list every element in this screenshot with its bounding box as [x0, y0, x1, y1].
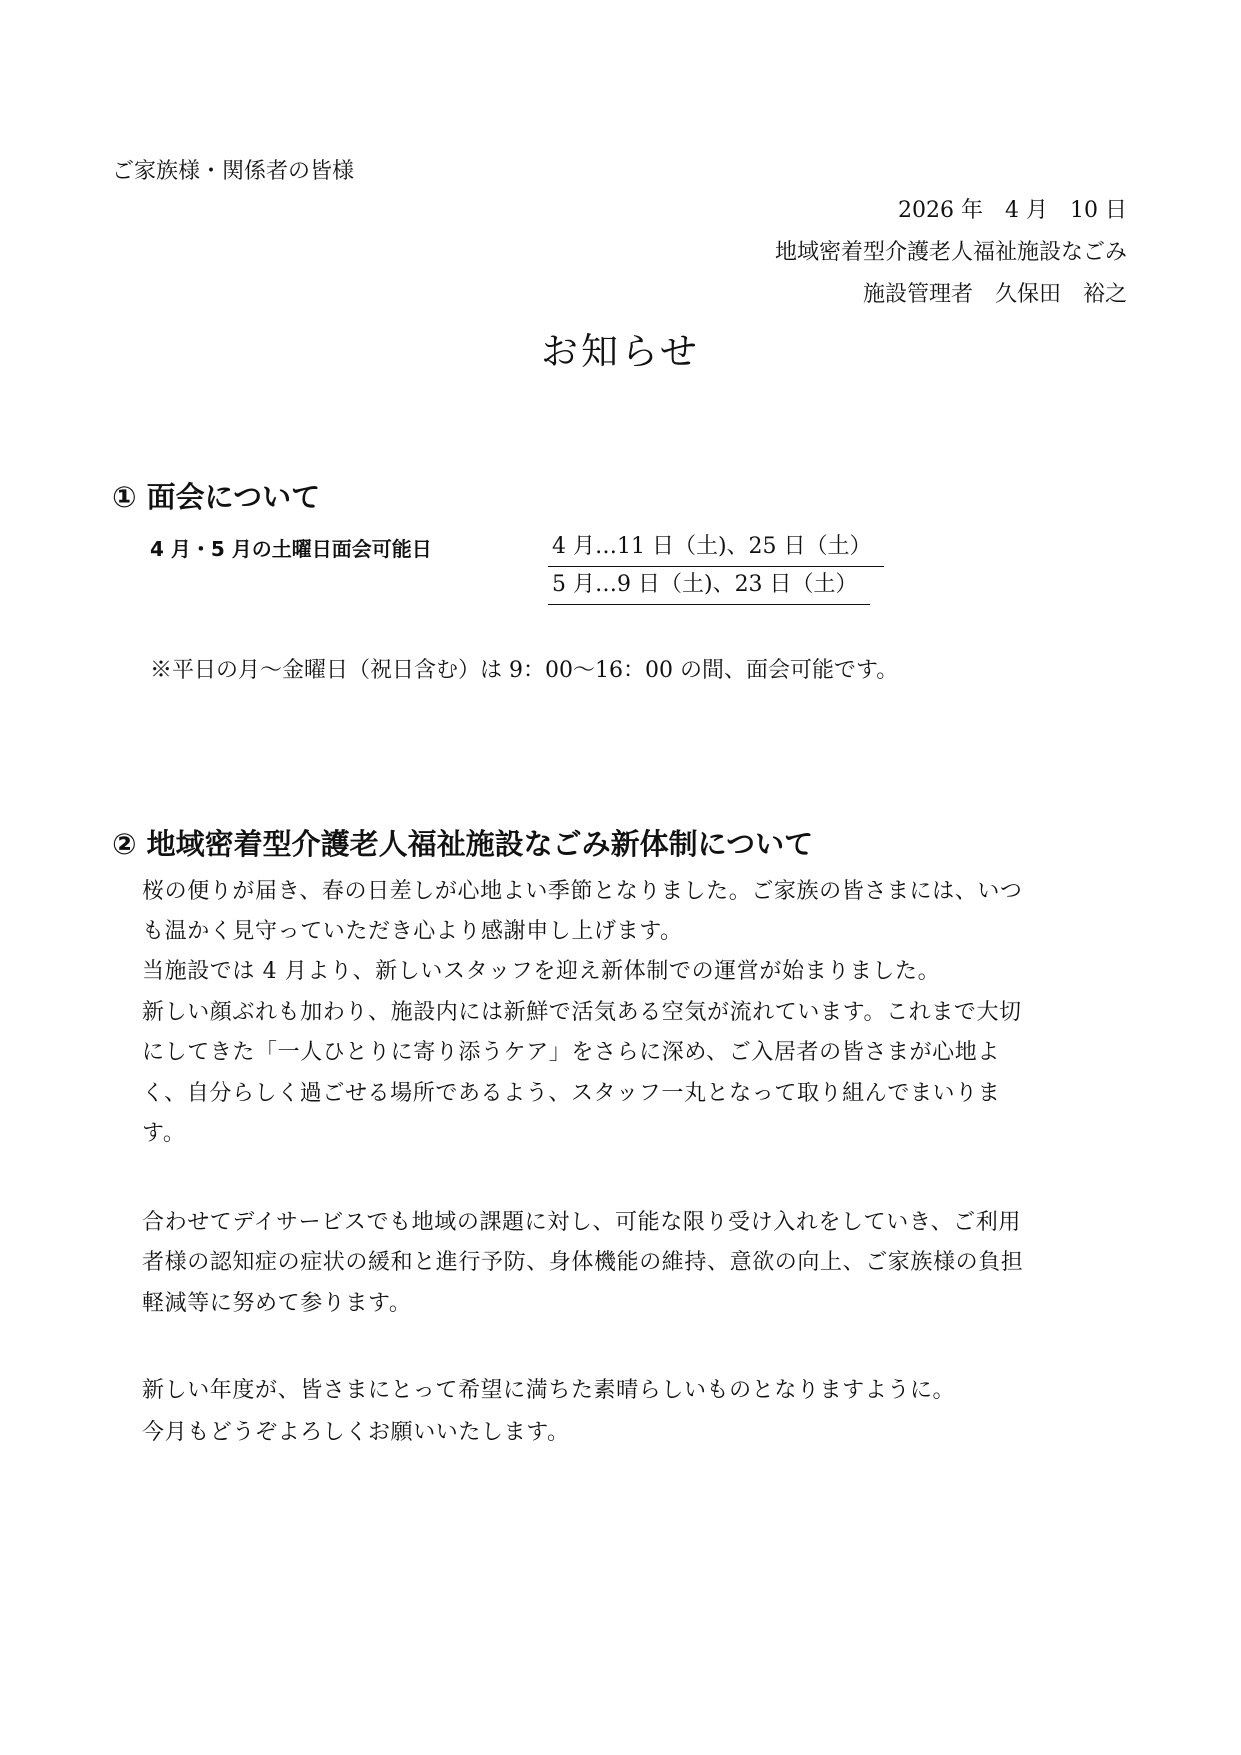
body-paragraph-line: にしてきた「一人ひとりに寄り添うケア」をさらに深め、ご入居者の皆さまが心地よ: [142, 1040, 1000, 1065]
body-paragraph-line: 当施設では 4 月より、新しいスタッフを迎え新体制での運営が始まりました。: [142, 959, 941, 984]
visiting-dates-may: 5 月…9 日（土)、23 日（土）: [548, 570, 870, 605]
document-date: 2026 年 4 月 10 日: [898, 198, 1127, 223]
organization-name: 地域密着型介護老人福祉施設なごみ: [774, 240, 1127, 265]
body-paragraph-line: す。: [142, 1121, 186, 1146]
body-paragraph-line: 新しい年度が、皆さまにとって希望に満ちた素晴らしいものとなりますように。: [142, 1378, 956, 1403]
body-paragraph-line: 者様の認知症の症状の緩和と進行予防、身体機能の維持、意欲の向上、ご家族様の負担: [142, 1250, 1024, 1275]
weekday-visiting-note: ※平日の月～金曜日（祝日含む）は 9：00～16：00 の間、面会可能です。: [150, 658, 899, 683]
visiting-days-label: 4 月・5 月の土曜日面会可能日: [150, 537, 432, 561]
section-2-heading: ② 地域密着型介護老人福祉施設なごみ新体制について: [112, 827, 814, 861]
document-title: お知らせ: [541, 330, 700, 373]
body-paragraph-line: く、自分らしく過ごせる場所であるよう、スタッフ一丸となって取り組んでまいりま: [142, 1081, 1001, 1106]
body-paragraph-line: も温かく見守っていただき心より感謝申し上げます。: [142, 919, 683, 944]
addressee: ご家族様・関係者の皆様: [112, 159, 355, 184]
body-paragraph-line: 桜の便りが届き、春の日差しが心地よい季節となりました。ご家族の皆さまには、いつ: [142, 879, 1023, 904]
body-paragraph-line: 軽減等に努めて参ります。: [142, 1291, 412, 1316]
visiting-dates-april: 4 月…11 日（土)、25 日（土）: [548, 532, 884, 567]
section-1-heading: ① 面会について: [112, 480, 321, 514]
body-paragraph-line: 合わせてデイサービスでも地域の課題に対し、可能な限り受け入れをしていき、ご利用: [142, 1210, 1021, 1235]
sender-name: 施設管理者 久保田 裕之: [862, 282, 1127, 307]
body-paragraph-line: 新しい顔ぶれも加わり、施設内には新鮮で活気ある空気が流れています。これまで大切: [142, 1000, 1022, 1025]
body-paragraph-line: 今月もどうぞよろしくお願いいたします。: [142, 1420, 570, 1445]
